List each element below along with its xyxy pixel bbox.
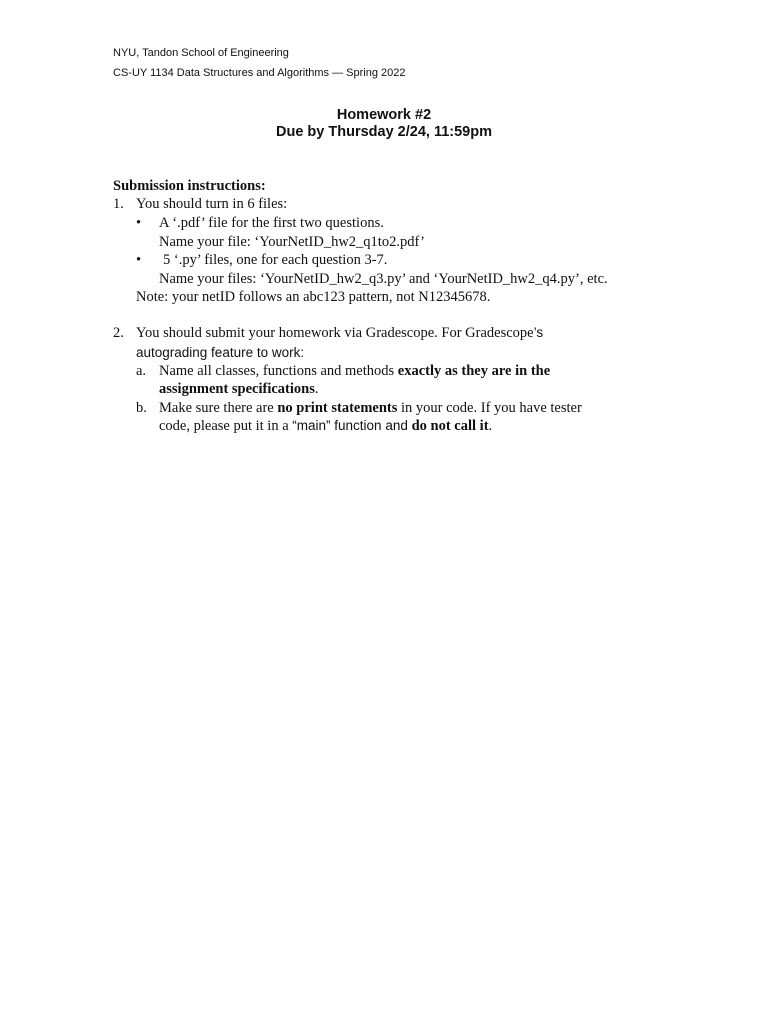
bullet-2-line2: Name your files: ‘YourNetID_hw2_q3.py’ and ‘YourNetID_hw2_q4.py’, etc. xyxy=(159,271,608,287)
sub-b-post: in your code. If you have tester xyxy=(397,400,582,416)
item-2-number: 2. xyxy=(113,325,124,341)
sub-b-line2-post: . xyxy=(488,418,493,434)
item-2-line1 xyxy=(136,325,543,342)
homework-title: Homework #2 xyxy=(336,107,432,123)
sub-b-bold: no print statements xyxy=(277,400,398,416)
course-line: CS-UY 1134 Data Structures and Algorithms — Spring 2022 xyxy=(113,67,406,79)
item-2-possessive: ’s xyxy=(533,325,544,340)
sub-a-letter: a. xyxy=(136,363,147,379)
sub-a-bold2: assignment specifications xyxy=(159,381,315,397)
sub-a-bold1: exactly as they are in the xyxy=(397,363,551,379)
sub-a-line1 xyxy=(159,363,550,380)
bullet-1-line2: Name your file: ‘YourNetID_hw2_q1to2.pdf’ xyxy=(159,234,425,250)
bullet-2-line1: 5 ‘.py’ files, one for each question 3-7. xyxy=(163,252,388,268)
sub-b-line2 xyxy=(159,418,492,435)
item-2-line2: autograding feature to work: xyxy=(136,345,305,360)
item-1-number: 1. xyxy=(113,196,124,212)
item-1-text: You should turn in 6 files: xyxy=(136,196,288,212)
sub-a-line2 xyxy=(159,381,319,398)
sub-b-letter: b. xyxy=(136,400,147,416)
sub-b-line2-pre: code, please put it in a xyxy=(159,418,293,434)
sub-b-main-function: “main” function and xyxy=(292,418,412,433)
institution-line: NYU, Tandon School of Engineering xyxy=(113,47,289,59)
sub-a-pre: Name all classes, functions and methods xyxy=(159,363,398,379)
netid-note: Note: your netID follows an abc123 pattern, not N12345678. xyxy=(136,289,491,305)
submission-heading: Submission instructions: xyxy=(113,178,266,194)
due-date: Due by Thursday 2/24, 11:59pm xyxy=(276,124,492,140)
bullet-1-line1: A ‘.pdf’ file for the first two questions. xyxy=(159,215,384,231)
sub-b-line1 xyxy=(159,400,582,417)
bullet-2-symbol: • xyxy=(136,252,142,268)
bullet-1-symbol: • xyxy=(136,215,142,231)
sub-b-pre: Make sure there are xyxy=(159,400,278,416)
sub-a-post: . xyxy=(314,381,319,397)
sub-b-line2-bold: do not call it xyxy=(411,418,489,434)
item-2-text: You should submit your homework via Gradescope. For Gradescope xyxy=(136,325,534,341)
